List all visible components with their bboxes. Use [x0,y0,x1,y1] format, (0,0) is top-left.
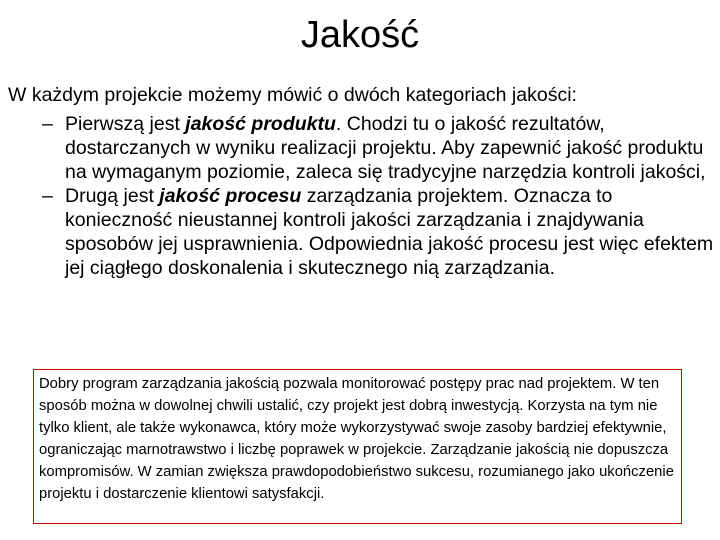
bullet-text-before: Pierwszą jest [65,113,186,135]
bullet-emphasis: jakość produktu [185,113,336,135]
bullet-text-after: zarządzania projektem. Oznacza to konieczność nieustannej kontroli jakości zarządzania i znajdywania sposobów jej usprawnienia. Odpowiednia jakość procesu jest więc efektem jej ciągłego doskonalenia i skutecznego nią zarządzania. [65,185,714,279]
bullet-list [0,112,720,280]
bullet-dash: – [42,113,53,135]
intro-text: W każdym projekcie możemy mówić o dwóch kategoriach jakości: [8,84,577,106]
bullet-text-after: . Chodzi tu o jakość rezultatów, dostarczanych w wyniku realizacji projektu. Aby zapewnić jakość produktu na wymaganym poziomie, zaleca się tradycyjne narzędzia kontroli jakości, [65,113,706,183]
bullet-product-quality [0,112,720,184]
bullet-emphasis: jakość procesu [159,185,302,207]
bullet-text [65,184,715,280]
bullet-text-before: Drugą jest [65,185,160,207]
bullet-process-quality [0,184,720,280]
note-box: Dobry program zarządzania jakością pozwala monitorować postępy prac nad projektem. W ten sposób można w dowolnej chwili ustalić, czy projekt jest dobrą inwestycją. Korzysta na tym nie tylko klient, ale także wykonawca, który może wykorzystywać swoje zasoby bardziej efektywnie, ograniczając marnotrawstwo i liczbę poprawek w projekcie. Zarządzanie jakością nie dopuszcza kompromisów. W zamian zwiększa prawdopodobieństwo sukcesu, rozumianego jako ukończenie projektu i dostarczenie klientowi satysfakcji. [33,369,682,524]
slide-title: Jakość [300,14,420,56]
bullet-dash: – [42,185,53,207]
bullet-text [65,112,715,184]
